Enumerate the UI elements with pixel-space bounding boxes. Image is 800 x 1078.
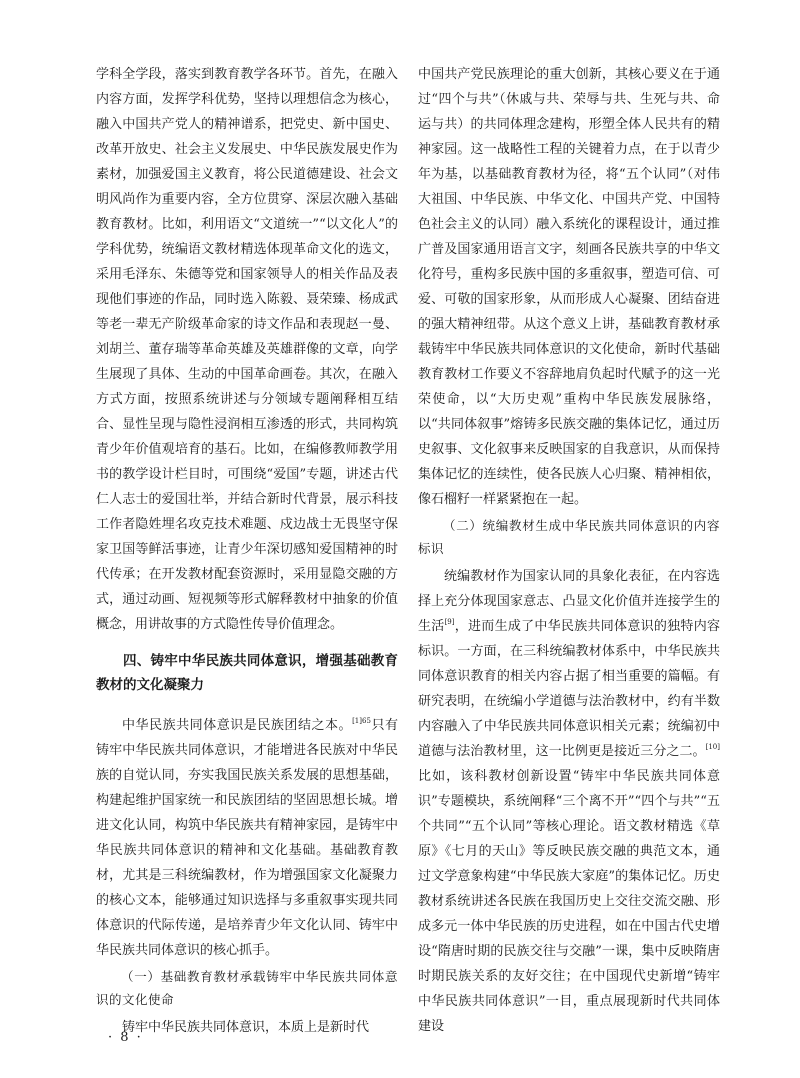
section-heading: 四、铸牢中华民族共同体意识，增强基础教育教材的文化凝聚力 xyxy=(96,653,398,693)
body-paragraph xyxy=(96,713,398,963)
body-paragraph: 铸牢中华民族共同体意识，本质上是新时代 xyxy=(122,1020,370,1035)
paragraph-text: 中华民族共同体意识是民族团结之本。 xyxy=(122,718,353,733)
citation-ref: [9] xyxy=(444,618,455,626)
paragraph-text: 比如，该科教材创新设置“铸牢中华民族共同体意识”专题模块，系统阐释“三个离不开”“四个与共”“五个共同”“五个认同”等核心理论。语文教材精选《草原》《七月的天山》等反映民族交融的典范文本，通过文学意象构建“中华民族大家庭”的集体记忆。历史教材系统讲述各民族在我国历史上交往交流交融、形成多元一体中华民族的历史进程，如在中国古代史增设“隋唐时期的民族交往与交融”一课，集中反映隋唐时期民族关系的友好交往；在中国现代史新增“铸牢中华民族共同体意识”一目，重点展现新时代共同体建设 xyxy=(418,769,720,1034)
paragraph-text: ，进而生成了中华民族共同体意识的独特内容标识。一方面，在三科统编教材体系中，中华民族共同体意识教育的相关内容占据了相当重要的篇幅。有研究表明，在统编小学道德与法治教材中，约有半数内容融入了中华民族共同体意识相关元素；统编初中道德与法治教材里，这一比例更是接近三分之二。 xyxy=(418,619,720,759)
body-paragraph: 学科全学段，落实到教育教学各环节。首先，在融入内容方面，发挥学科优势，坚持以理想信念为核心，融入中国共产党人的精神谱系，把党史、新中国史、改革开放史、社会主义发展史、中华民族发展史作为素材，加强爱国主义教育，将公民道德建设、社会文明风尚作为重要内容，全方位贯穿、深层次融入基础教育教材。比如，利用语文“文道统一”“以文化人”的学科优势，统编语文教材精选体现革命文化的选文，采用毛泽东、朱德等党和国家领导人的相关作品及表现他们事迹的作品，同时选入陈毅、聂荣臻、杨成武等老一辈无产阶级革命家的诗文作品和表现赵一曼、刘胡兰、董存瑞等革命英雄及英雄群像的文章，向学生展现了具体、生动的中国革命画卷。其次，在融入方式方面，按照系统讲述与分领域专题阐释相互结合、显性呈现与隐性浸润相互渗透的形式，共同构筑青少年价值观培育的基石。比如，在编修教师教学用书的教学设计栏目时，可围绕“爱国”专题，讲述古代仁人志士的爱国壮举，并结合新时代背景，展示科技工作者隐姓埋名攻克技术难题、戍边战士无畏坚守保家卫国等鲜活事迹，让青少年深切感知爱国精神的时代传承；在开发教材配套资源时，采用显隐交融的方式，通过动画、短视频等形式解释教材中抽象的价值概念，用讲故事的方式隐性传导价值理念。 xyxy=(96,67,398,632)
page-number: · 8 · xyxy=(108,1030,143,1045)
subsection-heading: （二）统编教材生成中华民族共同体意识的内容标识 xyxy=(418,518,720,556)
left-column xyxy=(96,62,398,1040)
body-paragraph: 中国共产党民族理论的重大创新，其核心要义在于通过“四个与共”（休戚与共、荣辱与共、生死与共、命运与共）的共同体理念建构，形塑全体人民共有的精神家园。这一战略性工程的关键着力点，在于以青少年为基，以基础教育教材为径，将“五个认同”（对伟大祖国、中华民族、中华文化、中国共产党、中国特色社会主义的认同）融入系统化的课程设计，通过推广普及国家通用语言文字，刻画各民族共享的中华文化符号，重构多民族中国的多重叙事，塑造可信、可爱、可敬的国家形象，从而形成人心凝聚、团结奋进的强大精神纽带。从这个意义上讲，基础教育教材承载铸牢中华民族共同体意识的文化使命，新时代基础教育教材工作要义不容辞地肩负起时代赋予的这一光荣使命，以“大历史观”重构中华民族发展脉络，以“共同体叙事”熔铸多民族交融的集体记忆，通过历史叙事、文化叙事来反映国家的自我意识，从而保持集体记忆的连续性，使各民族人心归聚、精神相依，像石榴籽一样紧紧抱在一起。 xyxy=(418,67,720,507)
paragraph-text: 统编教材作为国家认同的具象化表征，在内容选择上充分体现国家意志、凸显文化价值并连接学生的生活 xyxy=(418,569,720,634)
body-paragraph xyxy=(418,564,720,1039)
paragraph-text: 只有铸牢中华民族共同体意识，才能增进各民族对中华民族的自觉认同，夯实我国民族关系发展的思想基础，构建起维护国家统一和民族团结的坚固思想长城。增进文化认同，构筑中华民族共有精神家园，是铸牢中华民族共同体意识的精神和文化基础。基础教育教材，尤其是三科统编教材，作为增强国家文化凝聚力的核心文本，能够通过知识选择与多重叙事实现共同体意识的代际传递，是培养青少年文化认同、铸牢中华民族共同体意识的核心抓手。 xyxy=(96,718,398,958)
citation-ref: [10] xyxy=(705,743,720,751)
citation-ref: [1]65 xyxy=(352,717,371,725)
right-column xyxy=(418,62,720,1039)
subsection-heading: （一）基础教育教材承载铸牢中华民族共同体意识的文化使命 xyxy=(96,969,398,1007)
